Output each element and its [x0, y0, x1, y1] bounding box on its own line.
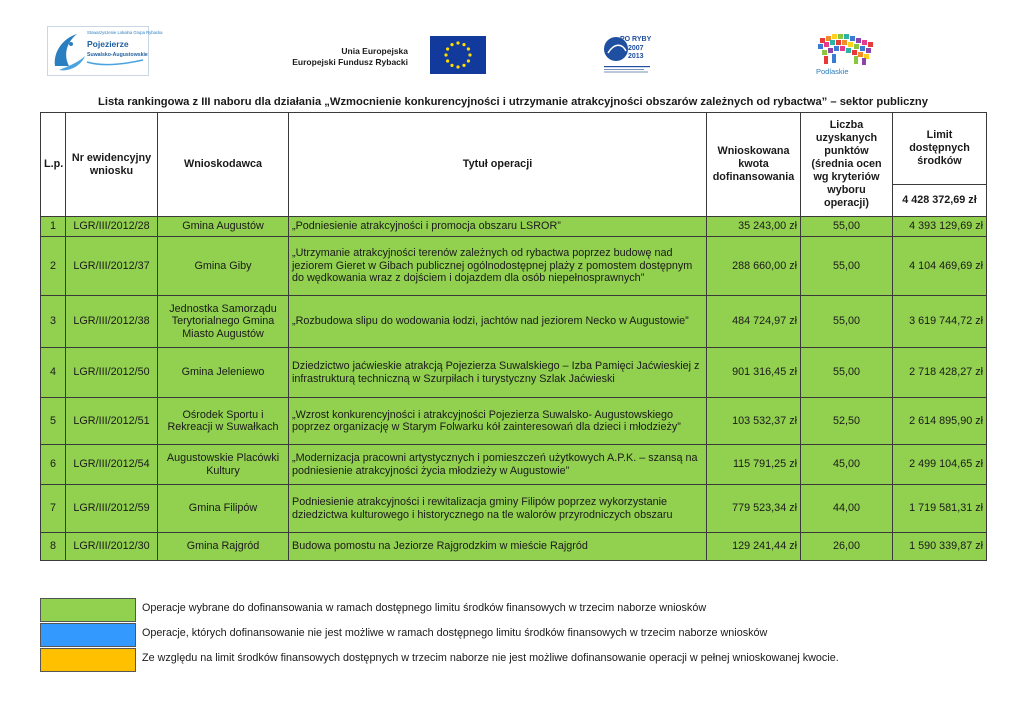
- legend-swatch: [40, 623, 136, 647]
- header-limit-value: 4 428 372,69 zł: [893, 185, 987, 217]
- legend-text: Operacje wybrane do dofinansowania w ramach dostępnego limitu środków finansowych w trzecim naborze wniosków: [142, 602, 707, 614]
- cell-application-number: LGR/III/2012/30: [66, 533, 158, 561]
- legend-item-partial: [40, 648, 1000, 673]
- po-ryby-logo: [602, 33, 652, 75]
- legend-text: Ze względu na limit środków finansowych dostępnych w trzecim naborze nie jest możliwe dofinansowanie operacji w pełnej wnioskowanej kwocie.: [142, 652, 839, 664]
- cell-operation-title: „Utrzymanie atrakcyjności terenów zależnych od rybactwa poprzez budowę nad jeziorem Gieret w Gibach publicznej ogólnodostępnej plaży z pomostem dostępnym do wędkowania wraz z dojściem i dojazdem dla osób niepełnosprawnych”: [289, 237, 707, 296]
- cell-points: 55,00: [801, 237, 893, 296]
- cell-requested-amount: 129 241,44 zł: [707, 533, 801, 561]
- cell-application-number: LGR/III/2012/59: [66, 485, 158, 533]
- cell-points: 52,50: [801, 398, 893, 445]
- eu-fund-label: Europejski Fundusz Rybacki: [292, 57, 408, 67]
- cell-lp: 1: [41, 217, 66, 237]
- cell-applicant: Gmina Filipów: [158, 485, 289, 533]
- cell-lp: 2: [41, 237, 66, 296]
- table-row: [41, 296, 987, 348]
- cell-applicant: Gmina Giby: [158, 237, 289, 296]
- legend-swatch: [40, 598, 136, 622]
- cell-requested-amount: 115 791,25 zł: [707, 445, 801, 485]
- cell-limit: 3 619 744,72 zł: [893, 296, 987, 348]
- cell-points: 44,00: [801, 485, 893, 533]
- header-lp: L.p.: [41, 113, 66, 217]
- table-row: [41, 217, 987, 237]
- svg-text:Suwalsko-Augustowskie: Suwalsko-Augustowskie: [87, 52, 148, 58]
- header-applicant: Wnioskodawca: [158, 113, 289, 217]
- cell-lp: 3: [41, 296, 66, 348]
- table-row: [41, 533, 987, 561]
- cell-application-number: LGR/III/2012/54: [66, 445, 158, 485]
- cell-operation-title: „Modernizacja pracowni artystycznych i pomieszczeń użytkowych A.P.K. – szansą na podniesienie atrakcyjności życia młodzieży w Augustowie”: [289, 445, 707, 485]
- legend-item-not-possible: [40, 623, 1000, 648]
- cell-requested-amount: 103 532,37 zł: [707, 398, 801, 445]
- legend: [40, 598, 1000, 673]
- table-row: [41, 445, 987, 485]
- cell-points: 55,00: [801, 348, 893, 398]
- legend-text: Operacje, których dofinansowanie nie jest możliwe w ramach dostępnego limitu środków finansowych w trzecim naborze wniosków: [142, 627, 768, 639]
- header-operation-title: Tytuł operacji: [289, 113, 707, 217]
- cell-limit: 2 499 104,65 zł: [893, 445, 987, 485]
- cell-operation-title: „Wzrost konkurencyjności i atrakcyjności Pojezierza Suwalsko- Augustowskiego poprzez organizację w Starym Folwarku kół zainteresowań dla dzieci i młodzieży”: [289, 398, 707, 445]
- svg-text:2007: 2007: [628, 45, 644, 52]
- table-row: [41, 398, 987, 445]
- cell-lp: 8: [41, 533, 66, 561]
- svg-text:PO RYBY: PO RYBY: [620, 36, 652, 43]
- cell-points: 26,00: [801, 533, 893, 561]
- cell-applicant: Ośrodek Sportu i Rekreacji w Suwałkach: [158, 398, 289, 445]
- cell-requested-amount: 901 316,45 zł: [707, 348, 801, 398]
- table-row: [41, 348, 987, 398]
- lgr-logo: [47, 26, 163, 76]
- cell-application-number: LGR/III/2012/37: [66, 237, 158, 296]
- header-application-number: Nr ewidencyjny wniosku: [66, 113, 158, 217]
- cell-limit: 4 393 129,69 zł: [893, 217, 987, 237]
- cell-limit: 2 718 428,27 zł: [893, 348, 987, 398]
- cell-operation-title: „Rozbudowa slipu do wodowania łodzi, jachtów nad jeziorem Necko w Augustowie”: [289, 296, 707, 348]
- legend-swatch: [40, 648, 136, 672]
- header-requested-amount: Wnioskowana kwota dofinansowania: [707, 113, 801, 217]
- cell-limit: 1 590 339,87 zł: [893, 533, 987, 561]
- svg-text:Pojezierze: Pojezierze: [87, 39, 129, 49]
- cell-operation-title: Budowa pomostu na Jeziorze Rajgrodzkim w mieście Rajgród: [289, 533, 707, 561]
- document-title: Lista rankingowa z III naboru dla działania „Wzmocnienie konkurencyjności i utrzymanie atrakcyjności obszarów zależnych od rybactwa” – sektor publiczny: [98, 96, 928, 108]
- cell-operation-title: „Podniesienie atrakcyjności i promocja obszaru LSROR”: [289, 217, 707, 237]
- cell-points: 45,00: [801, 445, 893, 485]
- header-points: Liczba uzyskanych punktów (średnia ocen wg kryteriów wyboru operacji): [801, 113, 893, 217]
- cell-application-number: LGR/III/2012/38: [66, 296, 158, 348]
- cell-lp: 7: [41, 485, 66, 533]
- cell-limit: 4 104 469,69 zł: [893, 237, 987, 296]
- cell-applicant: Gmina Rajgród: [158, 533, 289, 561]
- cell-operation-title: Dziedzictwo jaćwieskie atrakcją Pojezierza Suwalskiego – Izba Pamięci Jaćwieskiej z infrastrukturą techniczną w Szurpiłach i turystyczny Szlak Jaćwieski: [289, 348, 707, 398]
- eu-caption: [250, 46, 408, 68]
- cell-application-number: LGR/III/2012/51: [66, 398, 158, 445]
- cell-applicant: Augustowskie Placówki Kultury: [158, 445, 289, 485]
- table-row: [41, 485, 987, 533]
- cell-requested-amount: 288 660,00 zł: [707, 237, 801, 296]
- eu-flag-icon: [430, 36, 486, 74]
- cell-points: 55,00: [801, 217, 893, 237]
- cell-application-number: LGR/III/2012/50: [66, 348, 158, 398]
- cell-application-number: LGR/III/2012/28: [66, 217, 158, 237]
- legend-item-selected: [40, 598, 1000, 623]
- header-limit: Limit dostępnych środków: [893, 113, 987, 185]
- cell-lp: 4: [41, 348, 66, 398]
- cell-requested-amount: 484 724,97 zł: [707, 296, 801, 348]
- cell-operation-title: Podniesienie atrakcyjności i rewitalizacja gminy Filipów poprzez wykorzystanie dziedzictwa kulturowego i historycznego na tle walorów przyrodniczych obszaru: [289, 485, 707, 533]
- cell-applicant: Gmina Augustów: [158, 217, 289, 237]
- svg-text:2013: 2013: [628, 53, 644, 60]
- table-row: [41, 237, 987, 296]
- ranking-table: [40, 112, 987, 561]
- svg-text:Podlaskie: Podlaskie: [816, 67, 849, 76]
- svg-text:Stowarzyszenie Lokalna Grupa R: Stowarzyszenie Lokalna Grupa Rybacka: [87, 30, 163, 35]
- cell-requested-amount: 35 243,00 zł: [707, 217, 801, 237]
- cell-applicant: Gmina Jeleniewo: [158, 348, 289, 398]
- cell-applicant: Jednostka Samorządu Terytorialnego Gmina Miasto Augustów: [158, 296, 289, 348]
- podlaskie-logo: [812, 30, 882, 78]
- document-header: [0, 0, 1024, 92]
- cell-limit: 2 614 895,90 zł: [893, 398, 987, 445]
- cell-limit: 1 719 581,31 zł: [893, 485, 987, 533]
- cell-points: 55,00: [801, 296, 893, 348]
- cell-lp: 6: [41, 445, 66, 485]
- eu-union-label: Unia Europejska: [341, 46, 408, 56]
- cell-requested-amount: 779 523,34 zł: [707, 485, 801, 533]
- cell-lp: 5: [41, 398, 66, 445]
